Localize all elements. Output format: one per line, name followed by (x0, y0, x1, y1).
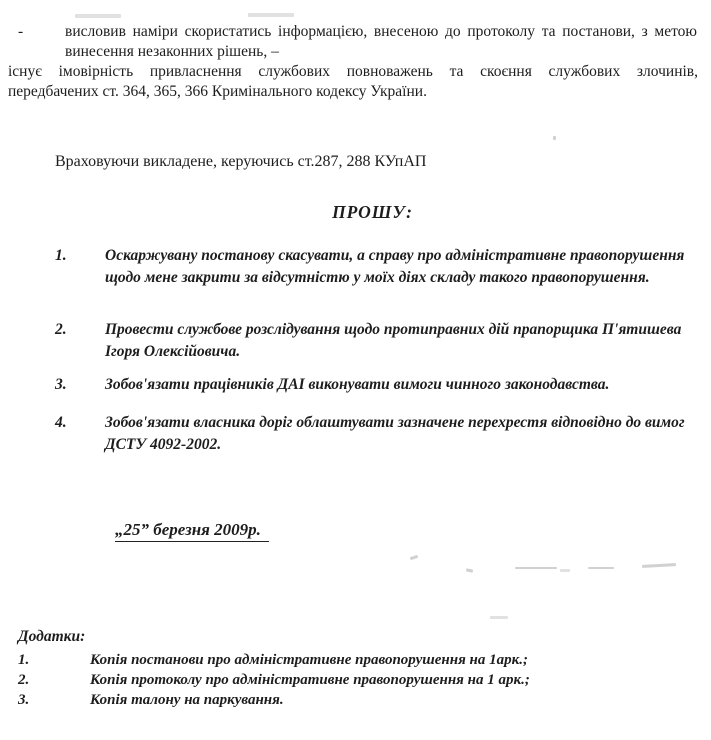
intro-line: передбачених ст. 364, 365, 366 Кримінального кодексу України. (8, 83, 427, 100)
request-text: Провести службове розслідування щодо протиправних дій прапорщика П'ятишева Ігоря Олексійовича. (105, 321, 682, 360)
signature-smudge (466, 568, 473, 572)
signature-smudge (560, 569, 570, 572)
scan-artifact (553, 136, 556, 140)
scan-artifact (248, 13, 294, 17)
attachment-text: Копія протоколу про адміністративне правопорушення на 1 арк.; (90, 672, 530, 688)
request-item (55, 245, 700, 289)
attachments-title: Додатки: (18, 628, 86, 645)
attachment-number: 2. (18, 672, 30, 688)
request-text: Зобов'язати працівників ДАІ виконувати вимоги чинного законодавства. (105, 376, 610, 393)
request-number: 2. (55, 321, 67, 338)
request-text: Оскаржувану постанову скасувати, а справу про адміністративне правопорушення щодо мене закрити за відсутністю у моїх діях складу такого правопорушення. (105, 247, 685, 286)
attachment-item (18, 650, 698, 670)
scan-artifact (490, 616, 508, 619)
intro-line: винесення незаконних рішень, – (65, 43, 279, 60)
request-text: Зобов'язати власника доріг облаштувати зазначене перехрестя відповідно до вимог ДСТУ 4092-2002. (105, 414, 685, 453)
petition-heading: ПРОШУ: (332, 202, 413, 222)
signature-smudge (410, 555, 419, 560)
attachment-text: Копія постанови про адміністративне правопорушення на 1арк.; (90, 652, 528, 668)
attachment-number: 3. (18, 692, 30, 708)
attachment-item (18, 690, 698, 710)
attachments-section (18, 628, 698, 710)
signature-smudge (588, 567, 614, 569)
bullet-dash: - (18, 23, 24, 40)
request-item (55, 374, 700, 396)
scan-artifact (75, 14, 121, 18)
intro-paragraph (0, 22, 711, 102)
request-number: 3. (55, 376, 67, 393)
request-number: 4. (55, 414, 67, 431)
intro-line: висловив наміри скористатись інформацією, внесеною до протоколу та постанови, з метою (65, 23, 697, 40)
date-line: „25” березня 2009р. (115, 520, 269, 542)
signature-smudge (515, 567, 557, 569)
request-number: 1. (55, 247, 67, 264)
attachment-item (18, 670, 698, 690)
preamble-text: Враховуючи викладене, керуючись ст.287, 288 КУпАП (55, 153, 427, 170)
attachment-number: 1. (18, 652, 30, 668)
attachment-text: Копія талону на паркування. (90, 692, 284, 708)
request-item (55, 412, 700, 456)
intro-line: існує імовірність привласнення службових повноважень та скоєння службових злочинів, (8, 63, 698, 80)
signature-smudge (642, 563, 676, 568)
request-item (55, 319, 700, 363)
